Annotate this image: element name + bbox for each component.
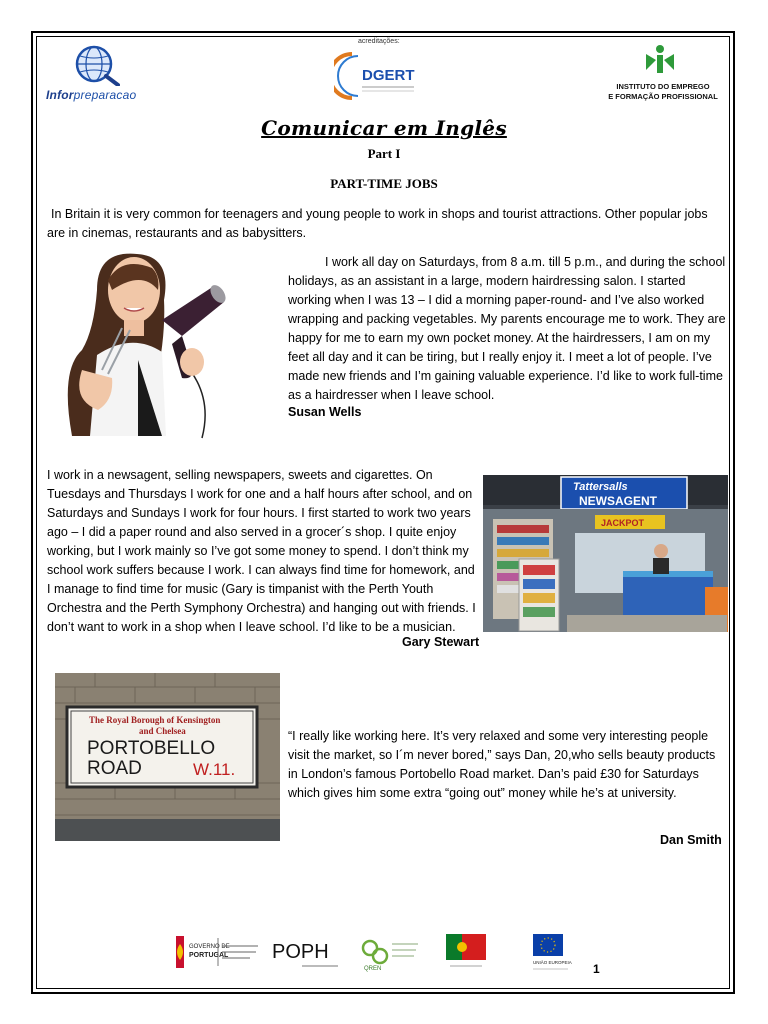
section2-paragraph: I work in a newsagent, selling newspapers, sweets and cigarettes. On Tuesdays and Thursdays I work for one and a half hours after school, and on Saturdays and Sundays I work for four hours. I first started to work two years ago – I did a paper round and also served in a grocer´s shop. I quite enjoy working, but I work mainly so I’ve got some money to spend. I don’t think my school work suffers because I work. I can always find time for homework, and I manage to find time for music (Gary is timpanist with the Perth Youth Orchestra and the Perth Symphony Orchestra) and hanging out with friends. I don’t want to work in a shop when I leave school. I’d like to be a musician. [47,468,476,634]
svg-text:UNIÃO EUROPEIA: UNIÃO EUROPEIA [533,960,572,965]
svg-text:NEWSAGENT: NEWSAGENT [579,494,657,508]
svg-text:Tattersalls: Tattersalls [573,481,628,493]
svg-text:ROAD: ROAD [87,758,142,779]
hairdresser-photo [42,250,227,440]
inforpreparacao-logo [46,44,164,106]
iefp-name-line1: INSTITUTO DO EMPREGO [616,82,710,91]
svg-text:DGERT: DGERT [362,67,415,84]
newsagent-shop-photo [483,475,728,632]
section3-paragraph: “I really like working here. It’s very relaxed and some very interesting people visit the market, so I´m never bored,” says Dan, 20,who sells beauty products in London’s famous Portobello Road market. Dan’s paid £30 for Saturdays which gives him some extra “going out” money while he’s at university. [288,729,716,800]
svg-text:JACKPOT: JACKPOT [601,518,645,528]
dgert-logo [330,38,426,102]
iefp-emblem-icon [642,44,678,76]
dgert-seal-icon [334,50,420,102]
svg-text:GOVERNO DE: GOVERNO DE [189,944,230,950]
intro-paragraph: In Britain it is very common for teenagers and young people to work in shops and tourist attractions. Other popular jobs are in cinemas, restaurants and as babysitters. [47,207,708,240]
section1-paragraph: I work all day on Saturdays, from 8 a.m. till 5 p.m., and during the school holidays, as an assistant in a large, modern hairdressing salon. I started working when I was 13 – I did a morning paper-round- and I’ve also worked wrapping and packing vegetables. My parents encourage me to work. They are happy for me to earn my own pocket money. At the hairdressers, I am on my feet all day and it can be tiring, but I really enjoy it. I meet a lot of people. I’ve made new friends and I’m gaining valuable experience. I’d like to work full-time as a hairdresser when I leave school. [288,255,726,402]
iefp-logo [598,44,728,104]
section-heading: PART-TIME JOBS [330,176,438,191]
inforpreparacao-wordmark: Inforpreparacao [46,88,137,102]
poph-logo [272,941,338,966]
svg-text:POPH: POPH [272,941,329,963]
iefp-name-line2: E FORMAÇÃO PROFISSIONAL [608,92,718,101]
globe-magnifier-icon [72,44,120,86]
svg-text:PORTOBELLO: PORTOBELLO [87,738,216,759]
svg-text:W.11.: W.11. [193,760,236,779]
part-heading: Part I [367,146,401,161]
section2-author: Gary Stewart [402,635,480,649]
page-number: 1 [593,962,600,976]
accreditation-label: acreditações: [358,38,400,45]
footer-sponsor-logos [0,930,768,974]
section1-author: Susan Wells [288,405,362,419]
svg-text:The Royal Borough of Kensingto: The Royal Borough of Kensington [89,715,221,725]
portugal-flag-icon [446,934,486,966]
european-union-flag-icon [533,934,572,969]
qren-logo [363,941,418,972]
svg-text:QREN: QREN [364,966,382,972]
svg-text:PORTUGAL: PORTUGAL [189,952,229,959]
document-title: Comunicar em Inglês [261,116,507,140]
governo-portugal-logo [176,936,258,968]
portobello-road-sign-photo [55,673,280,841]
section3-author: Dan Smith [660,833,722,847]
svg-text:and Chelsea: and Chelsea [139,726,186,736]
